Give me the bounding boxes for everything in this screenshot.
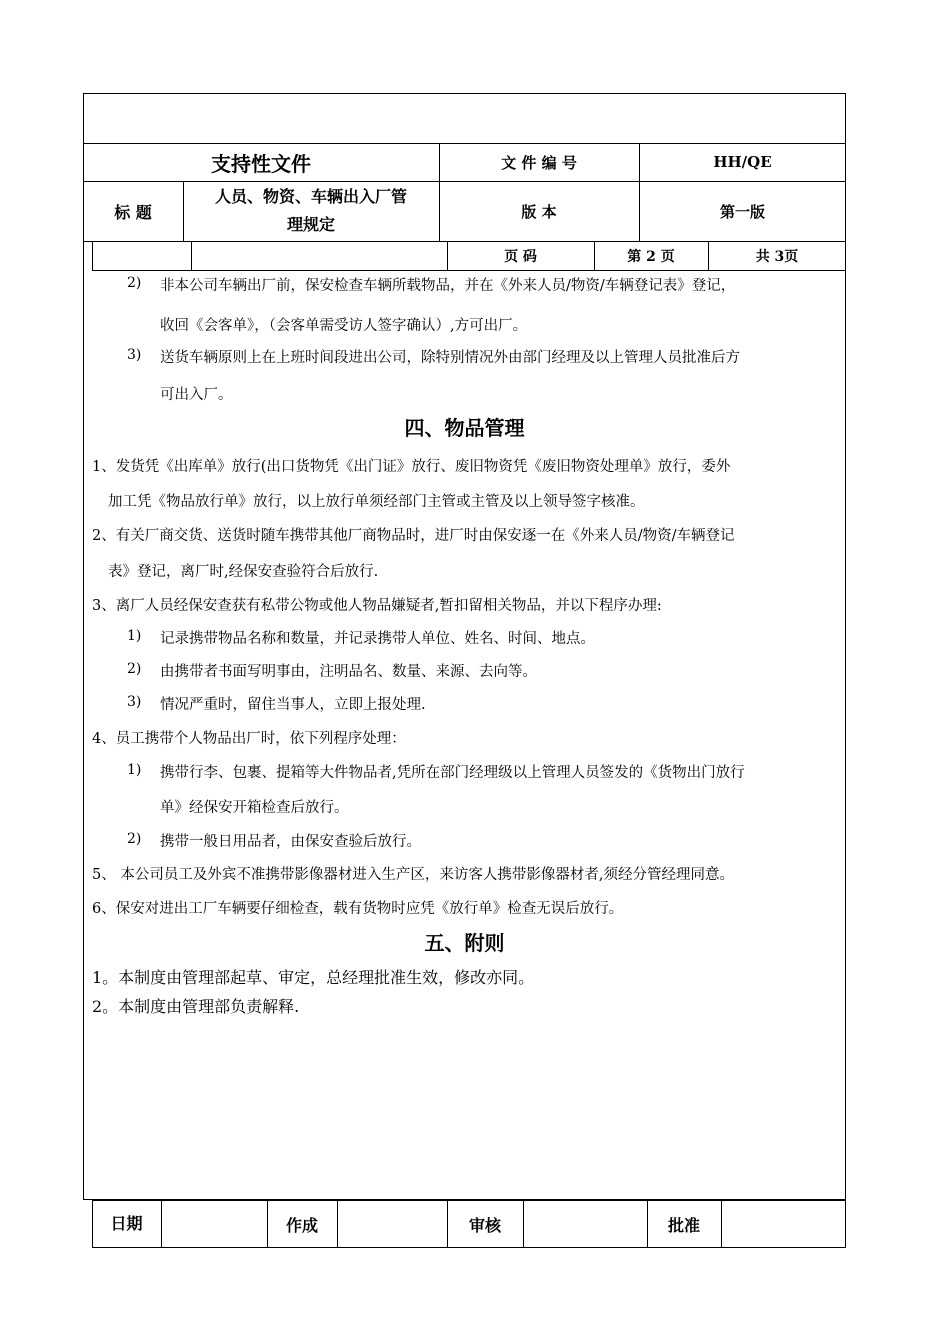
para2-line1: 2、有关厂商交货、送货时随车携带其他厂商物品时，进厂时由保安逐一在《外来人员/物资/车辆登记	[92, 528, 735, 544]
para4-sub1-line2: 单》经保安开箱检查后放行。	[160, 800, 349, 816]
signoff-vline-1	[161, 1200, 162, 1248]
signoff-vline-7	[721, 1200, 722, 1248]
doc-no-label: 文 件 编 号	[501, 153, 577, 172]
header-vline-row4-b	[191, 241, 192, 270]
section4-heading: 四、物品管理	[404, 416, 525, 440]
doc-title	[183, 181, 439, 241]
doc-type: 支持性文件	[211, 151, 311, 176]
para2-line2: 表》登记，离厂时,经保安查验符合后放行.	[108, 564, 379, 580]
para4-line1: 4、员工携带个人物品出厂时，依下列程序处理：	[92, 731, 406, 747]
para1-line1: 1、发货凭《出库单》放行(出口货物凭《出门证》放行、废旧物资凭《废旧物资处理单》放行，委外	[92, 459, 731, 475]
header-vline-row4-a	[92, 241, 93, 270]
item2-line1: 非本公司车辆出厂前，保安检查车辆所载物品，并在《外来人员/物资/车辆登记表》登记，	[160, 278, 736, 294]
para6-line1: 6、保安对进出工厂车辆要仔细检查，载有货物时应凭《放行单》检查无误后放行。	[92, 901, 624, 917]
para3-sub1: 记录携带物品名称和数量，并记录携带人单位、姓名、时间、地点。	[160, 631, 595, 647]
item3-line2: 可出入厂。	[160, 387, 233, 403]
item3-number: 3)	[127, 347, 142, 363]
signoff-vline-5	[523, 1200, 524, 1248]
para4-sub2-number: 2)	[127, 831, 142, 847]
para3-sub2: 由携带者书面写明事由，注明品名、数量、来源、去向等。	[160, 664, 537, 680]
para1-line2: 加工凭《物品放行单》放行，以上放行单须经部门主管或主管及以上领导签字核准。	[108, 494, 645, 510]
section5-heading: 五、附则	[424, 931, 505, 955]
item2-number: 2)	[127, 275, 142, 291]
signoff-vline-3	[337, 1200, 338, 1248]
header-line-bottom	[92, 270, 846, 271]
page-current: 第 2 页	[627, 248, 675, 265]
para4-sub2: 携带一般日用品者，由保安查验后放行。	[160, 834, 421, 850]
para3-sub3: 情况严重时，留住当事人，立即上报处理.	[160, 697, 426, 713]
para3-sub1-number: 1)	[127, 628, 142, 644]
doc-title-line2: 理规定	[286, 215, 335, 234]
para3-line1: 3、离厂人员经保安查获有私带公物或他人物品嫌疑者,暂扣留相关物品，并以下程序办理:	[92, 598, 662, 614]
version-value: 第一版	[719, 202, 765, 221]
title-label: 标 题	[114, 202, 152, 222]
doc-title-line1: 人员、物资、车辆出入厂管	[214, 187, 407, 206]
page-label: 页 码	[504, 248, 537, 265]
doc-no: HH/QE	[713, 153, 772, 171]
para3-sub2-number: 2)	[127, 661, 142, 677]
date-label: 日期	[110, 1213, 143, 1233]
page-total: 共 3页	[755, 248, 799, 265]
para4-sub1-number: 1)	[127, 762, 142, 778]
made-label: 作成	[285, 1215, 318, 1235]
approve-label: 批准	[667, 1215, 700, 1235]
item3-line1: 送货车辆原则上在上班时间段进出公司，除特别情况外由部门经理及以上管理人员批准后方	[160, 350, 740, 366]
para3-sub3-number: 3)	[127, 694, 142, 710]
appendix-1: 1。本制度由管理部起草、审定，总经理批准生效，修改亦同。	[92, 968, 535, 987]
version-label: 版 本	[521, 202, 557, 221]
para4-sub1-line1: 携带行李、包裹、提箱等大件物品者,凭所在部门经理级以上管理人员签发的《货物出门放行	[160, 765, 745, 781]
item2-line2: 收回《会客单》，（会客单需受访人签字确认）,方可出厂。	[160, 318, 528, 334]
appendix-2: 2。本制度由管理部负责解释.	[92, 997, 300, 1016]
review-label: 审核	[468, 1215, 501, 1235]
para5-line1: 5、 本公司员工及外宾不准携带影像器材进入生产区，来访客人携带影像器材者,须经分管经理同意。	[92, 867, 734, 883]
